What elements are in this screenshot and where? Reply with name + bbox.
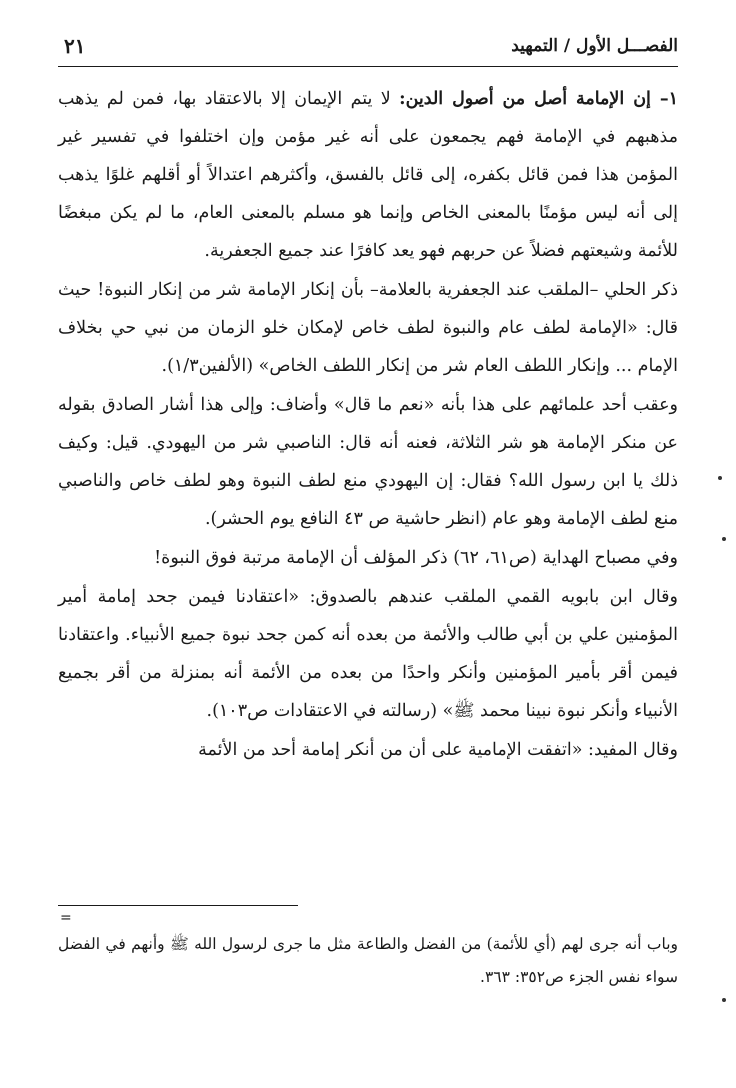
paragraph [58,578,678,730]
paragraph-heading: ١– إن الإمامة أصل من أصول الدين: [399,89,678,109]
paragraph-text: ذكر الحلي –الملقب عند الجعفرية بالعلامة– بأن إنكار الإمامة شر من إنكار النبوة! حيث قال: «الإمامة لطف عام والنبوة لطف خاص لإمكان خلو الزمان من نبي حي بخلاف الإمام ... وإنكار اللطف العام شر من إنكار اللطف الخاص» (الألفين١/٣). [58,280,678,376]
page [58,30,678,770]
footnote-text: وباب أنه جرى لهم (أي للأئمة) من الفضل والطاعة مثل ما جرى لرسول الله ﷺ وأنهم في الفضل سواء نفس الجزء ص٣٥٢: ٣٦٣. [58,935,678,986]
paragraph [58,731,678,769]
footnote-continuation-mark: = [60,910,72,926]
body-text [58,80,678,769]
header-divider [58,66,678,67]
chapter-title: الفصـــل الأول / التمهيد [511,36,678,56]
paragraph-text: وعقب أحد علمائهم على هذا بأنه «نعم ما قال» وأضاف: وإلى هذا أشار الصادق بقوله عن منكر الإمامة هو شر الثلاثة، فعنه أنه قال: الناصبي شر من اليهودي. قيل: وكيف ذلك يا ابن رسول الله؟ فقال: إن اليهودي منع لطف النبوة وهو لطف خاص والناصبي منع لطف الإمامة وهو عام (انظر حاشية ص ٤٣ النافع يوم الحشر). [58,395,678,529]
paragraph [58,386,678,538]
paragraph-text: لا يتم الإيمان إلا بالاعتقاد بها، فمن لم يذهب مذهبهم في الإمامة فهم يجمعون على أنه غير مؤمن وإن اختلفوا في تفسير غير المؤمن هذا فمن قائل بكفره، إلى قائل بالفسق، وأكثرهم اعتدالاً أو أقلهم غلوًا يذهب إلى أنه ليس مؤمنًا بالمعنى الخاص وإنما هو مسلم بالمعنى العام، ما لم يكن مبغضًا للأئمة وشيعتهم فضلاً عن حربهم فهو يعد كافرًا عند جميع الجعفرية. [58,89,678,261]
margin-dot [722,537,726,541]
paragraph [58,80,678,270]
page-header [58,30,678,64]
paragraph [58,539,678,577]
page-number: ٢١ [64,34,86,58]
margin-dot [722,998,726,1002]
footnote-divider [58,905,298,906]
paragraph-text: وفي مصباح الهداية (ص٦١، ٦٢) ذكر المؤلف أن الإمامة مرتبة فوق النبوة! [154,548,678,568]
margin-dot [718,476,722,480]
footnotes [58,928,678,994]
paragraph-text: وقال المفيد: «اتفقت الإمامية على أن من أنكر إمامة أحد من الأئمة [198,740,678,760]
paragraph-text: وقال ابن بابويه القمي الملقب عندهم بالصدوق: «اعتقادنا فيمن جحد إمامة أمير المؤمنين علي بن أبي طالب والأئمة من بعده أنه كمن جحد نبوة جميع الأنبياء. واعتقادنا فيمن أقر بأمير المؤمنين وأنكر واحدًا من بعده من الأئمة أنه بمنزلة من أقر بجميع الأنبياء وأنكر نبوة نبينا محمد ﷺ» (رسالته في الاعتقادات ص١٠٣). [58,587,678,721]
paragraph [58,271,678,385]
